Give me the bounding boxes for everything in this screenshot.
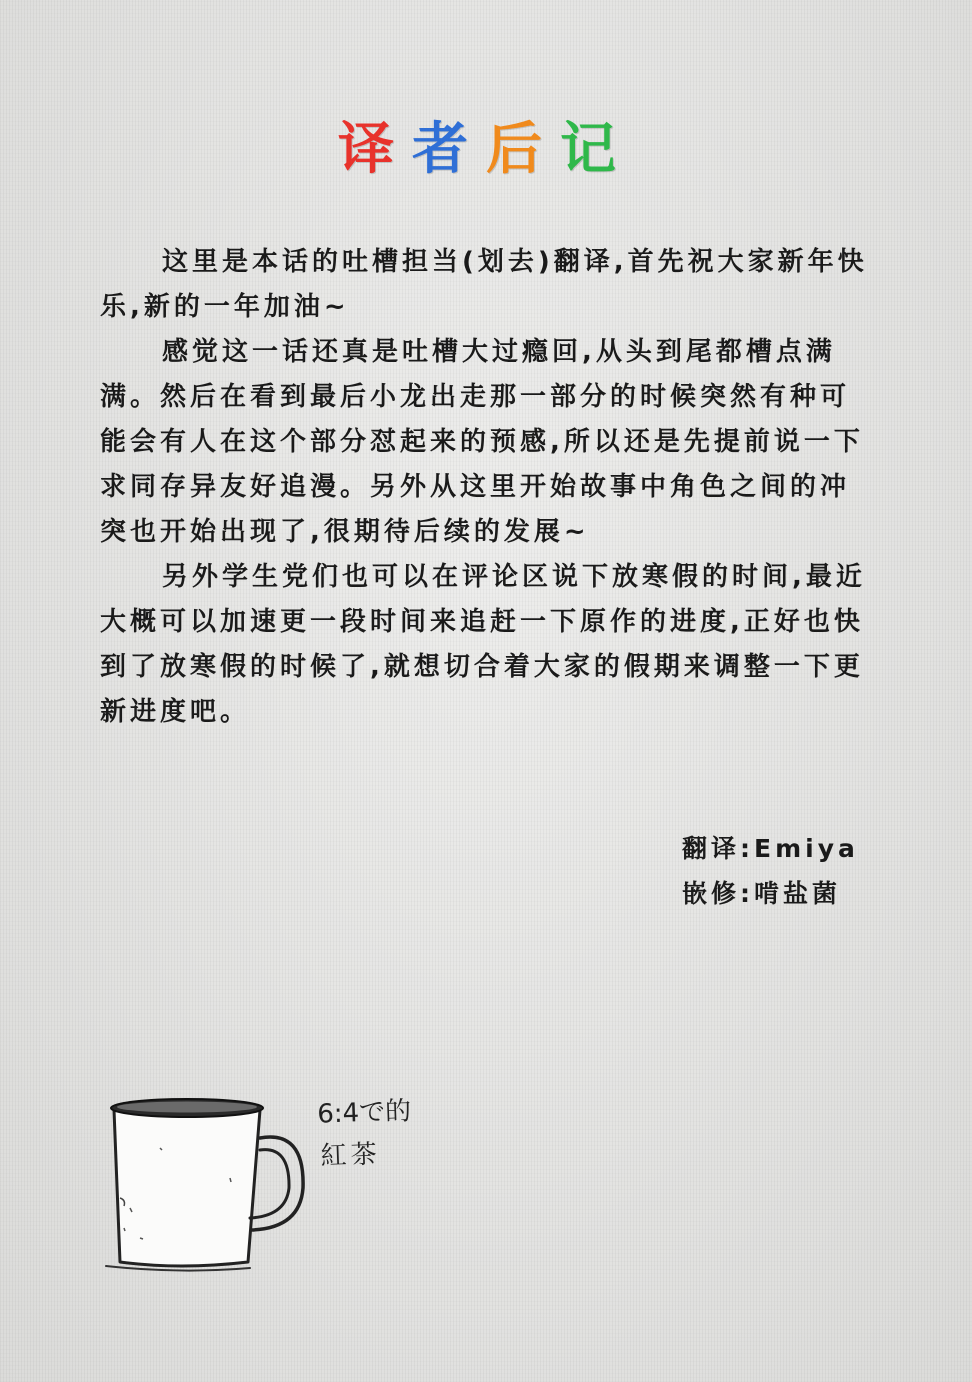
mug-note-line-1: 6:4で的 bbox=[316, 1096, 412, 1130]
translator-credit: 翻译:Emiya bbox=[682, 834, 859, 863]
title-char-2: 者 bbox=[412, 117, 486, 182]
mug-handwritten-note bbox=[317, 1090, 414, 1177]
page-title bbox=[0, 118, 972, 182]
title-char-3: 后 bbox=[486, 117, 560, 182]
tea-mug-illustration bbox=[100, 1088, 315, 1278]
paragraph-greeting: 这里是本话的吐槽担当(划去)翻译,首先祝大家新年快乐,新的一年加油~ bbox=[100, 247, 868, 322]
mug-note-line-2: 紅茶 bbox=[320, 1139, 382, 1172]
afterword-body bbox=[100, 240, 875, 735]
paragraph-update-schedule: 另外学生党们也可以在评论区说下放寒假的时间,最近大概可以加速更一段时间来追赶一下原作的进度,正好也快到了放寒假的时候了,就想切合着大家的假期来调整一下更新进度吧。 bbox=[100, 562, 866, 727]
credits-block bbox=[682, 826, 859, 916]
title-char-1: 译 bbox=[338, 117, 412, 182]
paragraph-chapter-thoughts: 感觉这一话还真是吐槽大过瘾回,从头到尾都槽点满满。然后在看到最后小龙出走那一部分的时候突然有种可能会有人在这个部分怼起来的预感,所以还是先提前说一下求同存异友好追漫。另外从这里开始故事中角色之间的冲突也开始出现了,很期待后续的发展~ bbox=[100, 337, 864, 547]
title-char-4: 记 bbox=[560, 117, 634, 182]
typesetter-credit: 嵌修:啃盐菌 bbox=[682, 879, 841, 908]
